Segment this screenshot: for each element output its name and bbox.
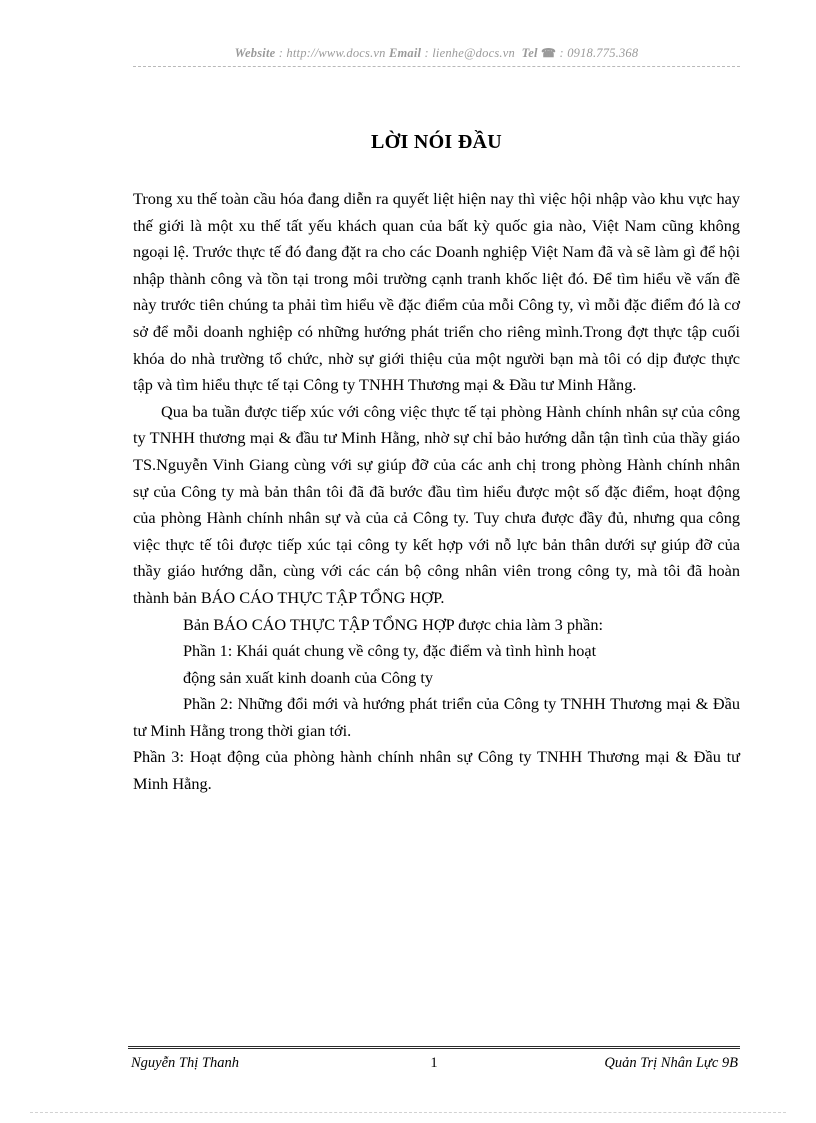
footer-author: Nguyễn Thị Thanh — [131, 1055, 239, 1071]
website-separator: : — [275, 46, 287, 60]
tel-value: 0918.775.368 — [567, 46, 639, 60]
running-header — [133, 44, 740, 62]
tel-label: Tel — [521, 46, 538, 60]
page-title: LỜI NÓI ĐẦU — [370, 131, 503, 153]
report-structure-line: Bản BÁO CÁO THỰC TẬP TỔNG HỢP được chia làm 3 phần: — [183, 614, 604, 634]
email-separator: : — [421, 46, 433, 60]
paragraph-introduction: Trong xu thế toàn cầu hóa đang diễn ra quyết liệt hiện nay thì việc hội nhập vào khu vực hay thế giới là một xu thế tất yếu khách quan của bất kỳ quốc gia nào, Việt Nam cũng không ngoại lệ. Trước thực tế đó đang đặt ra cho các Doanh nghiệp Việt Nam đã và sẽ làm gì để hội nhập thành công và tồn tại trong môi trường cạnh tranh khốc liệt đó. Để tìm hiểu về vấn đề này trước tiên chúng ta phải tìm hiểu về đặc điểm của mỗi Công ty, vì mỗi đặc điểm đó là cơ sở để mỗi doanh nghiệp có những hướng phát triển cho riêng mình.Trong đợt thực tập cuối khóa do nhà trường tổ chức, nhờ sự giới thiệu của một người bạn mà tôi có dịp được thực tập và tìm hiểu thực tế tại Công ty TNHH Thương mại & Đầu tư Minh Hằng. — [133, 189, 740, 395]
part-1-line-2: động sản xuất kinh doanh của Công ty — [183, 667, 434, 687]
header-divider — [133, 66, 740, 67]
page-bottom-divider — [30, 1112, 786, 1113]
running-footer — [128, 1055, 740, 1077]
part-1-line-1: Phần 1: Khái quát chung về công ty, đặc điểm và tình hình hoạt — [183, 641, 597, 661]
header-spacer-2 — [515, 46, 522, 60]
website-url: http://www.docs.vn — [286, 46, 386, 60]
footer-class: Quản Trị Nhân Lực 9B — [604, 1055, 738, 1071]
footer-divider — [128, 1046, 740, 1049]
telephone-icon: ☎ — [541, 46, 557, 60]
page-number: 1 — [430, 1055, 438, 1071]
paragraph-internship: Qua ba tuần được tiếp xúc với công việc thực tế tại phòng Hành chính nhân sự của công ty TNHH thương mại & đầu tư Minh Hằng, nhờ sự chỉ bảo hướng dẫn tận tình của thầy giáo TS.Nguyễn Vinh Giang cùng với sự giúp đỡ của các anh chị trong phòng Hành chính nhân sự của Công ty mà bản thân tôi đã đã bước đầu tìm hiểu được một số đặc điểm, hoạt động của phòng Hành chính nhân sự và của cả Công ty. Tuy chưa được đầy đủ, nhưng qua công việc thực tế tôi được tiếp xúc tại công ty kết hợp với nỗ lực bản thân dưới sự giúp đỡ của thầy giáo hướng dẫn, cùng với các cán bộ công nhân viên trong công ty, mà tôi đã hoàn thành bản BÁO CÁO THỰC TẬP TỔNG HỢP. — [133, 401, 740, 607]
header-text — [235, 46, 639, 60]
tel-separator: : — [556, 46, 568, 60]
email-label: Email — [388, 46, 422, 60]
part-3: Phần 3: Hoạt động của phòng hành chính nhân sự Công ty TNHH Thương mại & Đầu tư Minh Hằng. — [133, 747, 740, 794]
email-value: lienhe@docs.vn — [432, 46, 515, 60]
document-body — [133, 186, 740, 798]
part-2: Phần 2: Những đổi mới và hướng phát triển của Công ty TNHH Thương mại & Đầu tư Minh Hằng trong thời gian tới. — [133, 694, 740, 740]
website-label: Website — [234, 46, 276, 60]
